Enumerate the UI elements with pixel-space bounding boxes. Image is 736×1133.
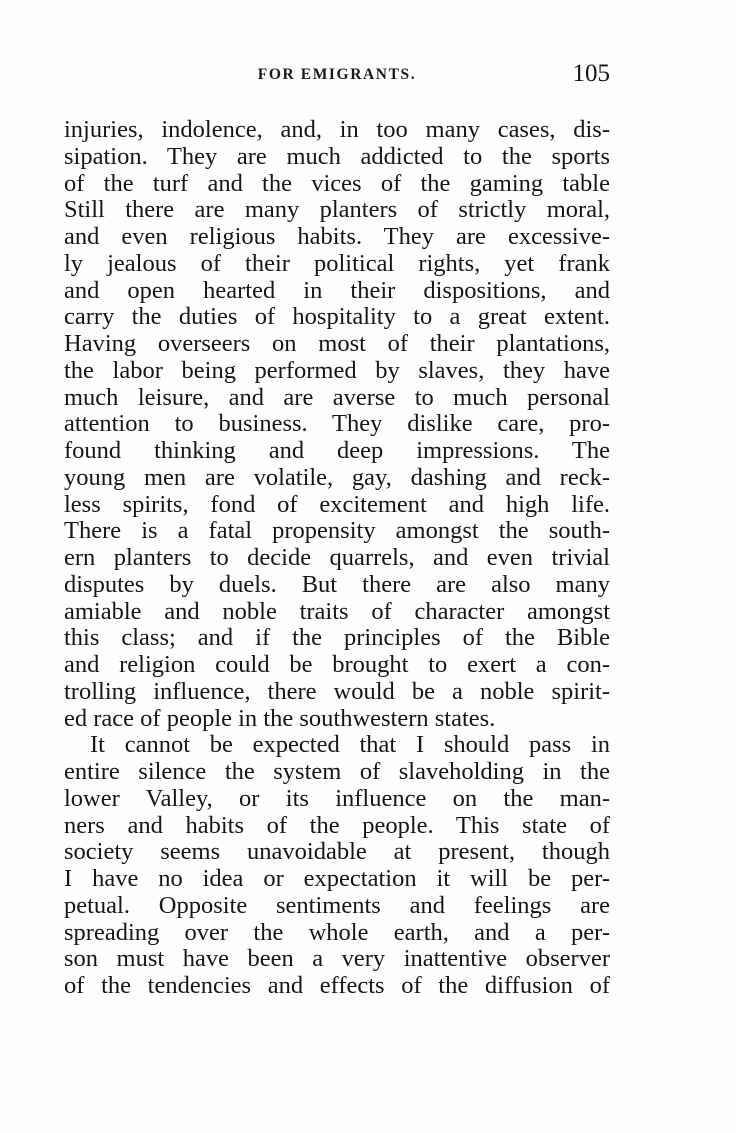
text-line: attention to business. They dislike care, pro- (64, 410, 610, 438)
text-line: lower Valley, or its influence on the man- (64, 784, 610, 812)
page-number: 105 (572, 60, 610, 87)
text-line: amiable and noble traits of character amongst (64, 597, 610, 625)
running-head (64, 60, 610, 100)
text-line: and open hearted in their dispositions, and (64, 276, 610, 304)
text-line: this class; and if the principles of the Bible (64, 624, 610, 652)
text-line: spreading over the whole earth, and a per- (64, 918, 610, 946)
text-line: carry the duties of hospitality to a great extent. (64, 303, 610, 331)
text-line: and even religious habits. They are excessive- (64, 223, 610, 250)
text-line: society seems unavoidable at present, though (64, 838, 610, 866)
text-line: the labor being performed by slaves, they have (64, 356, 610, 384)
text-line: petual. Opposite sentiments and feelings are (64, 891, 610, 919)
text-line: ed race of people in the southwestern states. (64, 704, 496, 732)
text-line: of the tendencies and effects of the diffusion of (64, 972, 610, 999)
text-line: I have no idea or expectation it will be per- (64, 865, 610, 892)
text-line: It cannot be expected that I should pass in (90, 731, 610, 759)
text-line: Still there are many planters of strictly moral, (64, 196, 610, 224)
text-line: There is a fatal propensity amongst the south- (64, 517, 610, 545)
text-line: Having overseers on most of their plantations, (64, 330, 610, 357)
running-title: FOR EMIGRANTS. (257, 66, 417, 83)
text-line: ern planters to decide quarrels, and even trivial (64, 544, 610, 571)
text-line: entire silence the system of slaveholding in the (64, 758, 610, 785)
text-line: found thinking and deep impressions. The (64, 437, 610, 464)
text-line: of the turf and the vices of the gaming table (64, 169, 610, 197)
text-line: trolling influence, there would be a noble spirit- (64, 677, 610, 705)
text-line: sipation. They are much addicted to the sports (64, 142, 610, 170)
text-line: less spirits, fond of excitement and high life. (64, 490, 610, 518)
text-line: ly jealous of their political rights, yet frank (64, 249, 610, 277)
text-line: much leisure, and are averse to much personal (64, 383, 610, 411)
text-line: disputes by duels. But there are also many (64, 570, 610, 598)
text-line: and religion could be brought to exert a con- (64, 651, 610, 678)
text-line: son must have been a very inattentive observer (64, 945, 610, 973)
text-line: ners and habits of the people. This state of (64, 811, 610, 839)
body-text (64, 117, 610, 1000)
text-line: young men are volatile, gay, dashing and reck- (64, 463, 610, 491)
text-line: injuries, indolence, and, in too many cases, dis- (64, 116, 610, 143)
